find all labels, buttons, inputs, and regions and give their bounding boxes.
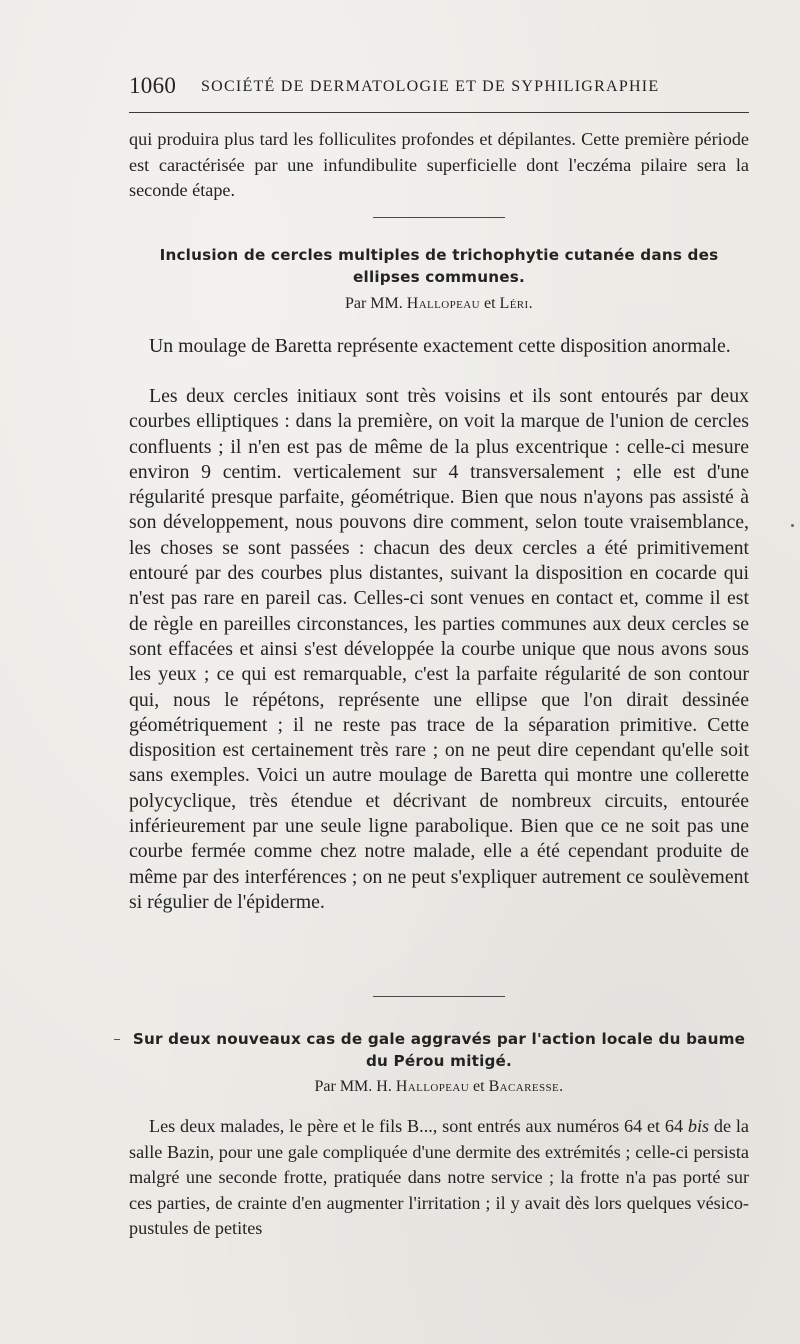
paragraph-text: Les deux malades, le père et le fils B..., sont entrés aux numéros 64 et 64 <box>149 1116 684 1136</box>
byline-joiner: et <box>483 295 496 312</box>
paragraph-italic: bis <box>687 1116 710 1136</box>
article-1-paragraph-1: Un moulage de Baretta représente exactement cette disposition anormale. <box>149 335 731 357</box>
article-2-paragraph-1 <box>129 1114 749 1242</box>
paragraph-text: de la salle Bazin, pour une gale compliquée d'une dermite des extrémités ; celle-ci persista malgré une seconde frotte, pratiquée dans notre service ; la frotte n'a pas porté sur ces parties, de crainte d'en augmenter l'irritation ; il y avait dès lors quelques vésico-pustules de petites <box>129 1116 749 1239</box>
section-divider-2 <box>373 996 505 997</box>
byline-prefix: Par MM. <box>344 295 403 312</box>
page-header <box>129 73 749 103</box>
section-divider-1 <box>373 217 505 218</box>
margin-dot <box>791 524 794 527</box>
author-name: Léri. <box>499 295 534 312</box>
margin-mark <box>114 1039 120 1040</box>
header-rule <box>129 112 749 113</box>
running-head: SOCIÉTÉ DE DERMATOLOGIE ET DE SYPHILIGRAPHIE <box>201 78 660 95</box>
article-1-byline <box>129 294 749 314</box>
article-2-byline <box>129 1077 749 1097</box>
author-name: Hallopeau <box>406 295 480 312</box>
article-1-paragraph-2: Les deux cercles initiaux sont très voisins et ils sont entourés par deux courbes elliptiques : dans la première, on voit la marque de l'union de cercles confluents ; il n'en est pas de même de la plus excentrique : celle-ci mesure environ 9 centim. verticalement sur 4 transversalement ; elle est d'une régularité presque parfaite, géométrique. Bien que nous n'ayons pas assisté à son développement, nous pouvons dire comment, selon toute vraisemblance, les choses se sont passées : chacun des deux cercles a été primitivement entouré par des courbes plus distantes, suivant la disposition en cocarde qui n'est pas rare en pareil cas. Celles-ci sont venues en contact et, comme il est de règle en pareilles circonstances, les parties communes aux deux cercles se sont effacées et ainsi s'est développée la courbe unique que nous avons sous les yeux ; ce qui est remarquable, c'est la parfaite régularité de son contour qui, nous le répétons, représente une ellipse que l'on dirait dessinée géométriquement ; il ne reste pas trace de la séparation primitive. Cette disposition est certainement très rare ; on ne peut dire cependant qu'elle soit sans exemples. Voici un autre moulage de Baretta qui montre une collerette polycyclique, très étendue et décrivant de nombreux circuits, entourée inférieurement par une seule ligne parabolique. Bien que ce ne soit pas une courbe fermée comme chez notre malade, elle a été cependant produite de même par des interférences ; on ne peut s'expliquer autrement ce soulèvement si régulier de l'épiderme. <box>129 385 749 913</box>
author-name: Hallopeau <box>395 1078 470 1095</box>
article-1-title: Inclusion de cercles multiples de trichophytie cutanée dans des ellipses communes. <box>159 246 719 286</box>
byline-prefix: Par MM. H. <box>314 1078 392 1095</box>
page-number: 1060 <box>129 73 177 98</box>
byline-joiner: et <box>473 1078 485 1095</box>
author-name: Bacaresse. <box>488 1078 564 1095</box>
intro-paragraph: qui produira plus tard les folliculites profondes et dépilantes. Cette première période est caractérisée par une infundibulite superficielle dont l'eczéma pilaire sera la seconde étape. <box>129 129 749 201</box>
article-2-title: Sur deux nouveaux cas de gale aggravés par l'action locale du baume du Pérou mitigé. <box>132 1030 746 1070</box>
